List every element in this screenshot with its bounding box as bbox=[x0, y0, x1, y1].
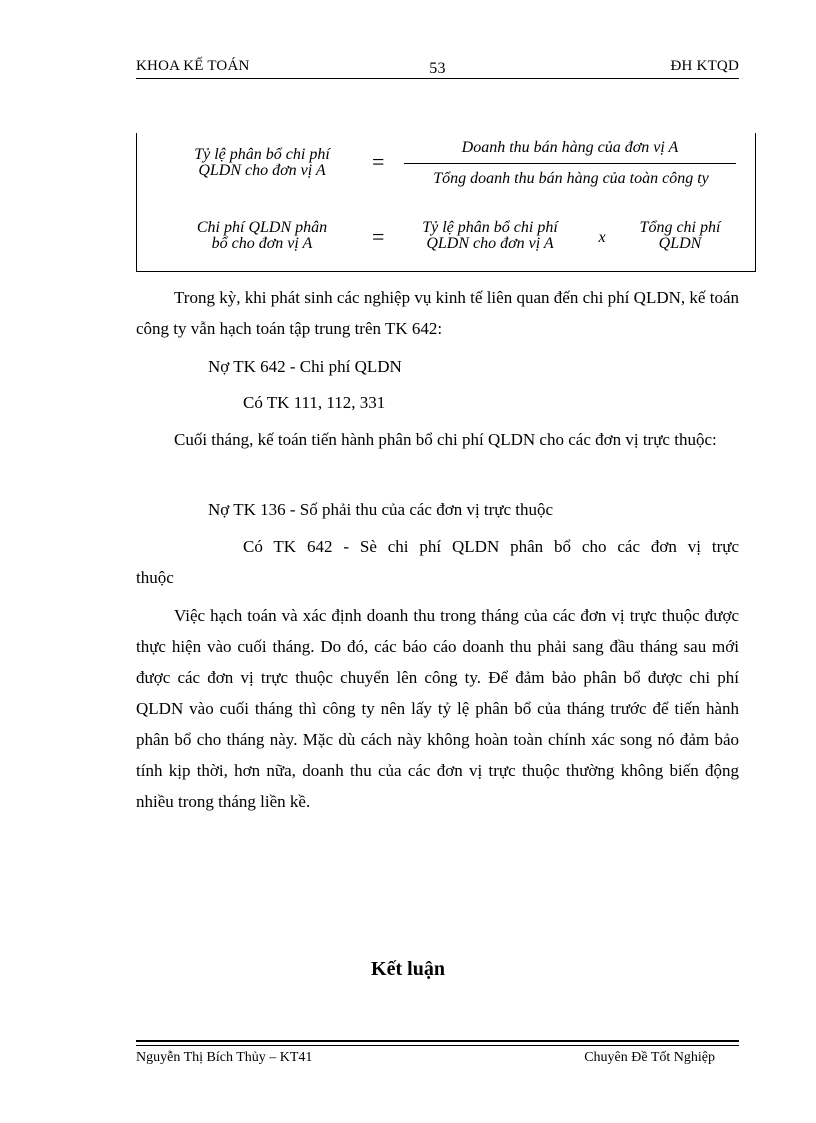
paragraph-month-end: Cuối tháng, kế toán tiến hành phân bổ chi phí QLDN cho các đơn vị trực thuộc: bbox=[174, 430, 717, 449]
page-number: 53 bbox=[429, 60, 446, 77]
formula1-numerator: Doanh thu bán hàng của đơn vị A bbox=[461, 139, 679, 156]
entry1-debit: Nợ TK 642 - Chi phí QLDN bbox=[208, 357, 402, 376]
entry2-credit: Có TK 642 - Sè chi phí QLDN phân bổ cho các đơn vị trực bbox=[243, 537, 739, 556]
formula2-lhs: Chi phí QLDN phân bổ cho đơn vị A bbox=[196, 219, 328, 252]
entry1-credit: Có TK 111, 112, 331 bbox=[243, 393, 386, 412]
formula1-denominator: Tổng doanh thu bán hàng của toàn công ty bbox=[433, 170, 709, 187]
footer-author: Nguyễn Thị Bích Thủy – KT41 bbox=[136, 1050, 313, 1065]
formula2-equals: = bbox=[372, 224, 385, 249]
paragraph-intro: Trong kỳ, khi phát sinh các nghiệp vụ kinh tế liên quan đến chi phí QLDN, kế toán công ty vẫn hạch toán tập trung trên TK 642: bbox=[136, 288, 739, 338]
footer-rule-thick bbox=[136, 1040, 739, 1042]
header-faculty: KHOA KẾ TOÁN bbox=[136, 58, 250, 74]
formula1-equals: = bbox=[372, 149, 385, 174]
section-title: Kết luận bbox=[371, 958, 445, 980]
page-header bbox=[136, 56, 739, 78]
formula1-lhs: Tỷ lệ phân bổ chi phí QLDN cho đơn vị A bbox=[194, 146, 330, 179]
entry2-credit-continued: thuộc bbox=[136, 568, 174, 587]
formula2-term2: Tổng chi phí QLDN bbox=[639, 219, 721, 252]
entry2-debit: Nợ TK 136 - Số phải thu của các đơn vị trực thuộc bbox=[208, 500, 554, 519]
header-rule bbox=[136, 78, 739, 79]
footer-rule-thin bbox=[136, 1045, 739, 1046]
formula1-fraction-line bbox=[404, 163, 736, 164]
formula-box bbox=[136, 133, 756, 272]
paragraph-revenue: Việc hạch toán và xác định doanh thu trong tháng của các đơn vị trực thuộc được thực hiện vào cuối tháng. Do đó, các báo cáo doanh thu phải sang đầu tháng sau mới được các đơn vị trực thuộc chuyển lên công ty. Để đảm bảo phân bổ được chi phí QLDN vào cuối tháng thì công ty nên lấy tỷ lệ phân bổ của tháng trước để tiến hành phân bổ cho tháng này. Mặc dù cách này không hoàn toàn chính xác song nó đảm bảo tính kịp thời, hơn nữa, doanh thu của các đơn vị trực thuộc thường không biến động nhiều trong tháng liền kề. bbox=[136, 606, 739, 811]
header-university: ĐH KTQD bbox=[670, 58, 739, 74]
footer-thesis-type: Chuyên Đề Tốt Nghiệp bbox=[584, 1050, 715, 1065]
formula2-term1: Tỷ lệ phân bổ chi phí QLDN cho đơn vị A bbox=[422, 219, 558, 252]
formula2-times: x bbox=[598, 229, 606, 246]
